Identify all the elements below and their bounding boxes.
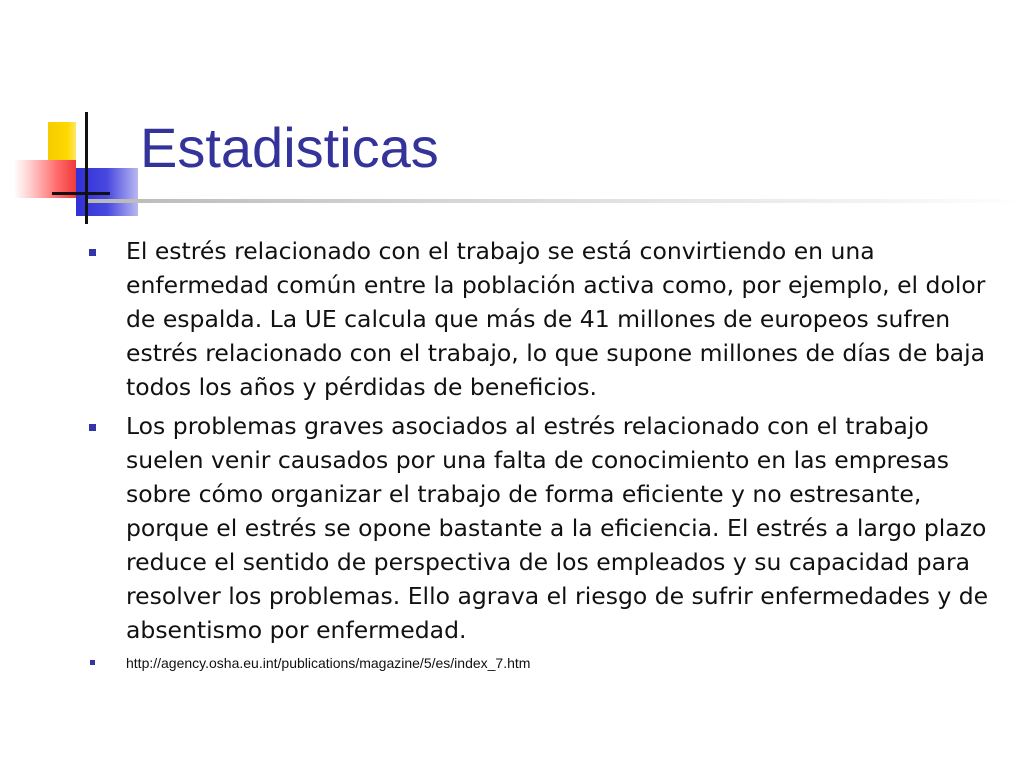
bullet-item bbox=[88, 234, 1008, 404]
bullet-text: Los problemas graves asociados al estrés relacionado con el trabajo suelen venir causados por una falta de conocimiento en las empresas sobre cómo organizar el trabajo de forma eficiente y no estresante, porque el estrés se opone bastante a la eficiencia. El estrés a largo plazo reduce el sentido de perspectiva de los empleados y su capacidad para resolver los problemas. Ello agrava el riesgo de sufrir enfermedades y de absentismo por enfermedad. bbox=[126, 412, 989, 644]
square-bullet-icon bbox=[89, 424, 96, 431]
slide-title: Estadisticas bbox=[140, 116, 439, 179]
source-url-link[interactable]: http://agency.osha.eu.int/publications/magazine/5/es/index_7.htm bbox=[126, 655, 531, 671]
square-bullet-icon bbox=[90, 660, 95, 665]
bullet-item-link bbox=[88, 652, 1008, 674]
bullet-item bbox=[88, 409, 1008, 647]
bullet-text: El estrés relacionado con el trabajo se está convirtiendo en una enfermedad común entre la población activa como, por ejemplo, el dolor de espalda. La UE calcula que más de 41 millones de europeos sufren estrés relacionado con el trabajo, lo que supone millones de días de baja todos los años y pérdidas de beneficios. bbox=[126, 237, 986, 401]
vertical-line bbox=[85, 112, 88, 224]
decorative-squares-logo bbox=[0, 0, 160, 240]
bullet-list bbox=[88, 234, 1008, 679]
square-bullet-icon bbox=[89, 249, 96, 256]
title-underline bbox=[88, 199, 1024, 203]
horizontal-line bbox=[52, 192, 110, 195]
